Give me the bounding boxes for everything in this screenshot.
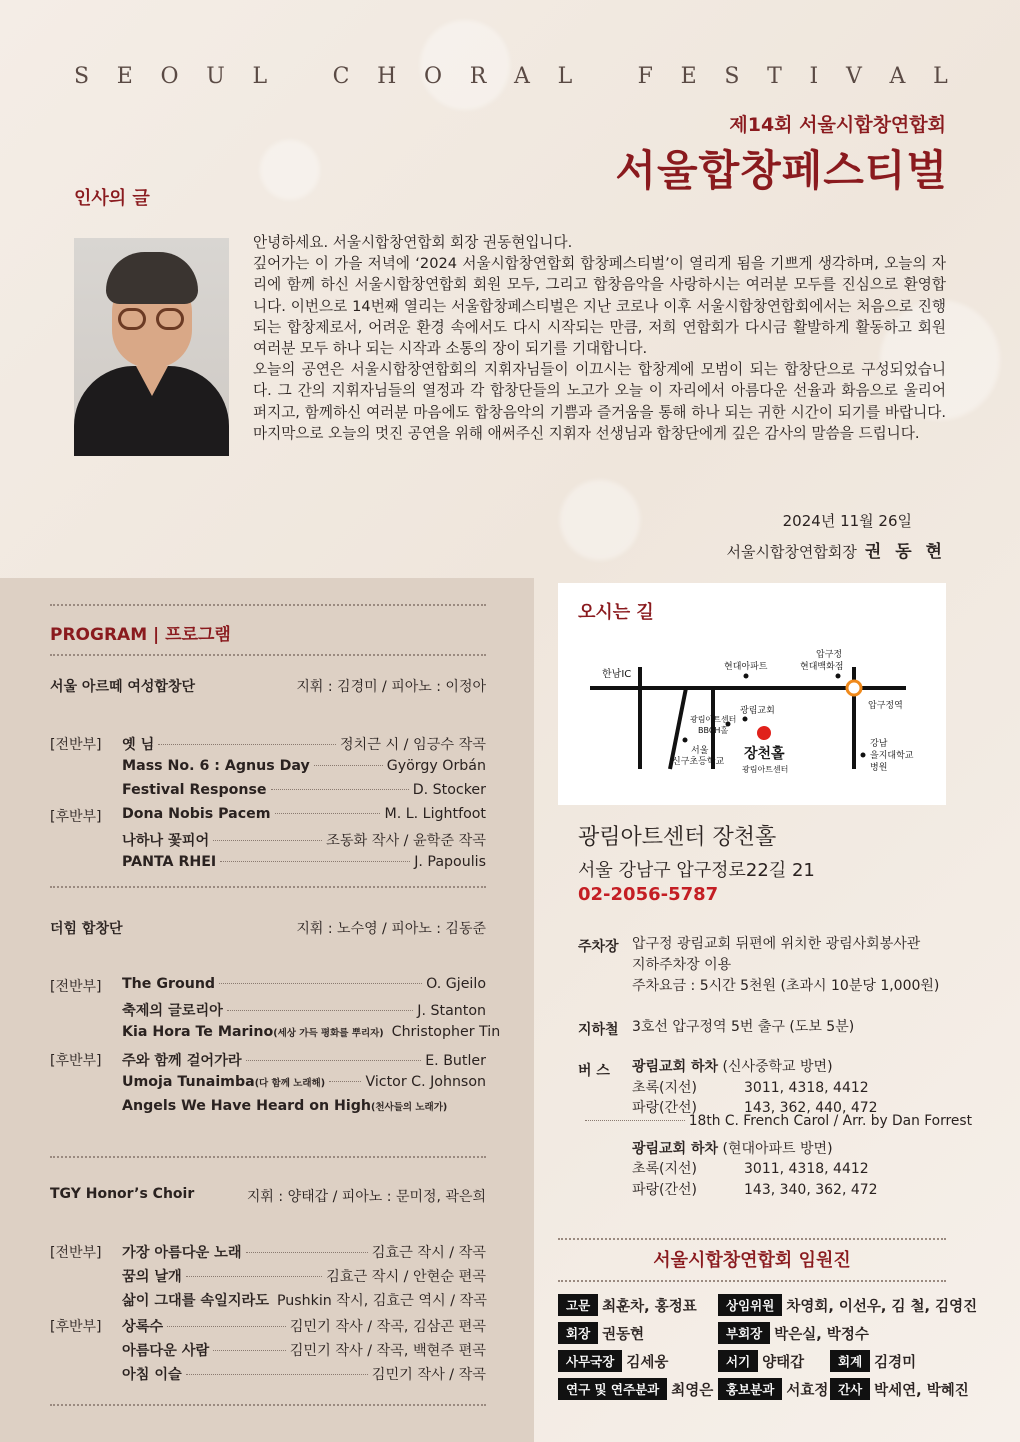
divider bbox=[558, 1280, 946, 1282]
greeting-section bbox=[0, 0, 1020, 578]
program-item-title-text: Dona Nobis Pacem bbox=[122, 806, 271, 822]
program-item-credit: E. Butler bbox=[425, 1053, 486, 1069]
program-item-title-text: 꿈의 날개 bbox=[122, 1269, 182, 1285]
program-item-credit: Pushkin 작시, 김효근 역시 / 작곡 bbox=[276, 1293, 487, 1309]
greeting-paragraph: 안녕하세요. 서울시합창연합회 회장 권동현입니다. bbox=[253, 234, 573, 251]
map-label: 광림아트센터 bbox=[742, 765, 789, 774]
photo-glasses-left bbox=[118, 308, 146, 330]
parking-line: 압구정 광림교회 뒤편에 위치한 광림사회봉사관 bbox=[632, 936, 921, 952]
program-item-credit: Victor C. Johnson bbox=[365, 1074, 486, 1090]
bus-stop bbox=[632, 1057, 878, 1078]
bus-stop-dir: (현대아파트 방면) bbox=[722, 1140, 833, 1157]
program-item bbox=[122, 1000, 486, 1020]
festival-letter bbox=[600, 64, 610, 89]
program-item-title bbox=[122, 1290, 269, 1310]
program-item-title-text: 삶이 그대를 속일지라도 bbox=[122, 1293, 269, 1309]
divider bbox=[50, 604, 486, 606]
extra-credit-text: 18th C. French Carol / Arr. by Dan Forrest bbox=[688, 1113, 972, 1129]
program-item bbox=[122, 1242, 486, 1262]
bus-route-row bbox=[632, 1098, 878, 1119]
program-item-title bbox=[122, 1074, 325, 1090]
choir-credits: 지휘 : 김경미 / 피아노 : 이정아 bbox=[296, 679, 486, 695]
program-part-label: [전반부] bbox=[50, 979, 102, 995]
program-part-label: [전반부] bbox=[50, 1245, 102, 1261]
program-item-title bbox=[122, 806, 271, 822]
program-item bbox=[122, 1340, 486, 1360]
photo-glasses-right bbox=[156, 308, 184, 330]
program-item-credit: 김효근 작시 / 작곡 bbox=[371, 1245, 486, 1261]
officer-role: 상임위원 bbox=[718, 1294, 782, 1316]
program-item-title bbox=[122, 1340, 209, 1360]
choir-credits: 지휘 : 노수영 / 피아노 : 김동준 bbox=[296, 921, 486, 937]
edition-subtitle: 제14회 서울시합창연합회 bbox=[729, 114, 946, 136]
program-item bbox=[122, 1074, 486, 1090]
map-dot bbox=[683, 738, 688, 743]
program-item-credit: M. L. Lightfoot bbox=[384, 806, 486, 822]
choir-name: 더힘 합창단 bbox=[50, 921, 123, 937]
station-marker bbox=[847, 681, 861, 695]
greeting-paragraph: 깊어가는 이 가을 저녁에 ‘2024 서울시합창연합회 합창페스티벌’이 열리게 됨을 기쁘게 생각하며, 오늘의 자리에 함께 하신 서울시합창연합회 회원 모두, 그리고 합창음악을 사랑하시는 여러분 모두를 진심으로 환영합니다. 이번으로 14번째 열리는 서울합창페스티벌은 지난 코로나 이후 서울시합창연합회에서는 처음으로 진행되는 합창제로서, 어려운 환경 속에서도 다시 시작되는 만큼, 저희 연합회가 다시금 활발하게 활동하고 회원 여러분 모두 하나 되는 시작과 소통의 장이 되기를 기대합니다. bbox=[253, 255, 946, 358]
dot-leader bbox=[219, 983, 422, 984]
program-item bbox=[122, 830, 486, 850]
program-part-label: [후반부] bbox=[50, 809, 102, 825]
program-item-credit: 조동화 작사 / 윤학준 작곡 bbox=[326, 833, 486, 849]
festival-letter: A bbox=[514, 64, 530, 89]
program-item bbox=[122, 1098, 486, 1114]
bus-numbers: 143, 340, 362, 472 bbox=[744, 1181, 878, 1198]
dot-leader bbox=[329, 1081, 361, 1082]
map-label: 서울 bbox=[691, 746, 709, 756]
greeting-date: 2024년 11월 26일 bbox=[782, 512, 912, 530]
program-item bbox=[122, 806, 486, 822]
choir-credits: 지휘 : 양태갑 / 피아노 : 문미정, 곽은희 bbox=[246, 1189, 486, 1205]
choir-header bbox=[50, 676, 486, 696]
map-label: 장천홀 bbox=[744, 746, 785, 762]
festival-letter: A bbox=[889, 64, 906, 89]
program-item-title bbox=[122, 830, 209, 850]
map-label: BBCH홀 bbox=[698, 726, 729, 735]
officer-role: 고문 bbox=[558, 1294, 598, 1316]
divider bbox=[50, 654, 486, 656]
bus-stop-dir: (신사중학교 방면) bbox=[722, 1059, 833, 1075]
bus-type: 파랑(간선) bbox=[632, 1100, 698, 1116]
program-item bbox=[122, 1024, 501, 1040]
festival-letter: T bbox=[767, 64, 782, 89]
officer-names: 박세연, 박혜진 bbox=[874, 1382, 969, 1399]
bus-stop-name: 광림교회 하차 bbox=[632, 1059, 719, 1075]
program-item-credit: J. Papoulis bbox=[414, 854, 486, 870]
dot-leader bbox=[246, 1252, 368, 1253]
program-item-title-text: PANTA RHEI bbox=[122, 854, 217, 870]
program-item-title-text: Angels We Have Heard on High bbox=[122, 1098, 372, 1114]
bus-stop-name: 광림교회 하차 bbox=[632, 1140, 719, 1157]
program-item-title bbox=[122, 1000, 223, 1020]
bus-route-row bbox=[632, 1159, 878, 1180]
bus-info bbox=[632, 1057, 878, 1200]
program-item-title bbox=[122, 1024, 384, 1040]
greeting-paragraph: 오늘의 공연은 서울시합창연합회의 지휘자님들이 이끄시는 합창계에 모범이 되는 합창단으로 구성되었습니다. 그 간의 지휘자님들의 열정과 각 합창단들의 노고가 오늘 이 자리에서 아름다운 선율과 화음으로 울리어 퍼지고, 함께하신 여러분 마음에도 합창음악의 기쁨과 즐거움을 통해 하나 되는 귀한 시간이 되기를 바랍니다. 마지막으로 오늘의 멋진 공연을 위해 애써주신 지휘자 선생님과 합창단에게 깊은 감사의 말씀을 드립니다. bbox=[253, 361, 946, 442]
bus-stop bbox=[632, 1139, 878, 1160]
map-label: 한남IC bbox=[602, 669, 632, 680]
map-label: 광림교회 bbox=[740, 706, 775, 716]
officer-names: 권동현 bbox=[602, 1326, 645, 1343]
program-item-title-text: 아침 이슬 bbox=[122, 1367, 182, 1383]
map-dot bbox=[743, 717, 748, 722]
officer-names: 차영회, 이선우, 김 철, 김영진 bbox=[786, 1298, 978, 1315]
officer-entry bbox=[718, 1294, 977, 1316]
greeting-signer bbox=[726, 537, 946, 562]
greeting-text bbox=[253, 232, 946, 444]
officer-entry bbox=[558, 1378, 713, 1400]
officer-names: 양태갑 bbox=[762, 1354, 805, 1371]
map-label: 신구초등학교 bbox=[672, 757, 725, 767]
program-item-credit: 김민기 작사 / 작곡 bbox=[371, 1367, 486, 1383]
program-item-title bbox=[122, 854, 216, 870]
program-item-title-text: Mass No. 6 : Agnus Day bbox=[122, 758, 310, 774]
bus-type: 파랑(간선) bbox=[632, 1181, 698, 1198]
officer-role: 연구 및 연주분과 bbox=[558, 1378, 667, 1400]
photo-hair bbox=[106, 252, 198, 304]
program-item-title-text: 나하나 꽃피어 bbox=[122, 833, 210, 849]
map-dot bbox=[744, 674, 749, 679]
greeting-heading: 인사의 글 bbox=[74, 188, 150, 209]
festival-name-spaced bbox=[74, 64, 948, 89]
festival-letter: S bbox=[74, 64, 90, 89]
map-label: 병원 bbox=[870, 763, 888, 773]
map-label: 강남 bbox=[870, 739, 888, 749]
program-item-credit: D. Stocker bbox=[412, 782, 486, 798]
officer-role: 간사 bbox=[830, 1378, 870, 1400]
program-item-credit: 김민기 작사 / 작곡, 백현주 편곡 bbox=[289, 1343, 486, 1359]
map-label: 현대아파트 bbox=[724, 662, 768, 672]
parking-label: 주차장 bbox=[578, 939, 619, 955]
officer-role: 홍보분과 bbox=[718, 1378, 782, 1400]
venue-marker bbox=[757, 726, 771, 740]
festival-letter: O bbox=[160, 64, 179, 89]
program-item-note: (천사들의 노래가) bbox=[371, 1102, 448, 1113]
parking-info bbox=[632, 934, 939, 997]
officer-entry bbox=[558, 1350, 668, 1372]
bus-numbers: 3011, 4318, 4412 bbox=[744, 1079, 869, 1096]
program-part-label: [전반부] bbox=[50, 737, 102, 753]
program-item-credit: J. Stanton bbox=[417, 1003, 486, 1019]
divider bbox=[50, 886, 486, 888]
parking-line: 주차요금 : 5시간 5천원 (초과시 10분당 1,000원) bbox=[632, 978, 940, 994]
dot-leader bbox=[271, 789, 409, 790]
program-item-title-text: Kia Hora Te Marino bbox=[122, 1024, 274, 1040]
dot-leader bbox=[246, 1060, 422, 1061]
program-item-credit: 김효근 작시 / 안현순 편곡 bbox=[326, 1269, 486, 1285]
venue-phone[interactable]: 02-2056-5787 bbox=[578, 884, 719, 905]
officer-names: 최훈차, 홍정표 bbox=[602, 1298, 697, 1315]
program-part-label: [후반부] bbox=[50, 1319, 102, 1335]
program-item-title bbox=[122, 782, 267, 798]
bus-route-row bbox=[632, 1078, 878, 1099]
festival-letter: H bbox=[377, 64, 397, 89]
program-item-title-text: Festival Response bbox=[122, 782, 267, 798]
festival-letter: V bbox=[845, 64, 862, 89]
bus-numbers: 3011, 4318, 4412 bbox=[744, 1161, 869, 1177]
bus-type: 초록(지선) bbox=[632, 1079, 698, 1096]
festival-letter: I bbox=[809, 64, 819, 89]
bus-route-row bbox=[632, 1180, 878, 1201]
program-item-credit: 정치근 시 / 임긍수 작곡 bbox=[339, 737, 486, 753]
officer-role: 부회장 bbox=[718, 1322, 770, 1344]
officer-names: 김세웅 bbox=[626, 1354, 669, 1371]
officer-names: 서효정 bbox=[786, 1382, 829, 1399]
officer-role: 서기 bbox=[718, 1350, 758, 1372]
choir-name: TGY Honor’s Choir bbox=[50, 1186, 195, 1202]
dot-leader bbox=[227, 1010, 413, 1011]
festival-letter: O bbox=[424, 64, 443, 89]
subway-label: 지하철 bbox=[578, 1022, 619, 1038]
festival-letter: E bbox=[680, 64, 697, 89]
map-dot bbox=[836, 674, 841, 679]
program-item bbox=[122, 854, 486, 870]
divider bbox=[558, 1238, 946, 1240]
program-item-title-text: 아름다운 사람 bbox=[122, 1343, 210, 1359]
dot-leader bbox=[186, 1276, 322, 1277]
map-label: 광림아트센터 bbox=[690, 715, 737, 724]
festival-letter: L bbox=[252, 64, 268, 89]
program-part-label: [후반부] bbox=[50, 1053, 102, 1069]
officer-role: 사무국장 bbox=[558, 1350, 622, 1372]
dot-leader bbox=[213, 1350, 286, 1351]
bus-label: 버 스 bbox=[578, 1063, 610, 1079]
choir-header bbox=[50, 918, 486, 938]
officer-entry bbox=[830, 1378, 969, 1400]
program-item-credit: Christopher Tin bbox=[391, 1024, 501, 1040]
program-item-title bbox=[122, 1098, 447, 1114]
venue-address: 서울 강남구 압구정로22길 21 bbox=[578, 860, 815, 881]
program-item bbox=[122, 782, 486, 798]
president-photo bbox=[74, 238, 229, 456]
program-item-credit: O. Gjeilo bbox=[426, 976, 486, 992]
program-item-title bbox=[122, 976, 215, 992]
program-item-note: (다 함께 노래해) bbox=[254, 1078, 326, 1089]
program-item-title-text: 주와 함께 걸어가라 bbox=[122, 1053, 242, 1069]
program-item-title bbox=[122, 734, 154, 754]
festival-letter: R bbox=[469, 64, 487, 89]
bus-type: 초록(지선) bbox=[632, 1161, 698, 1177]
program-item-title bbox=[122, 1050, 242, 1070]
program-item-title-text: 상록수 bbox=[122, 1319, 164, 1335]
festival-letter: L bbox=[557, 64, 573, 89]
program-item-note: (세상 가득 평화를 뿌리자) bbox=[273, 1028, 384, 1039]
dot-leader bbox=[220, 861, 410, 862]
map-label: 현대백화점 bbox=[800, 662, 844, 672]
signer-name: 권 동 현 bbox=[864, 542, 946, 562]
subway-info: 3호선 압구정역 5번 출구 (도보 5분) bbox=[632, 1019, 855, 1035]
program-item-title bbox=[122, 1242, 242, 1262]
program-item bbox=[122, 1316, 486, 1336]
program-item-title bbox=[122, 1364, 182, 1384]
program-item bbox=[122, 1364, 486, 1384]
festival-letter: U bbox=[206, 64, 225, 89]
dot-leader bbox=[213, 840, 322, 841]
dot-leader bbox=[186, 1374, 368, 1375]
officer-entry bbox=[718, 1350, 804, 1372]
festival-letter: S bbox=[724, 64, 740, 89]
venue-name: 광림아트센터 장천홀 bbox=[578, 825, 777, 850]
officer-names: 김경미 bbox=[874, 1354, 917, 1371]
map-label: 압구정역 bbox=[868, 701, 903, 711]
signer-title: 서울시합창연합회장 bbox=[726, 543, 857, 561]
program-item-credit: 김민기 작사 / 작곡, 김삼곤 편곡 bbox=[289, 1319, 486, 1335]
officers-heading: 서울시합창연합회 임원진 bbox=[653, 1250, 851, 1271]
program-heading: PROGRAM | 프로그램 bbox=[50, 625, 231, 645]
dot-leader bbox=[158, 744, 335, 745]
program-item-title-text: The Ground bbox=[122, 976, 216, 992]
choir-header bbox=[50, 1186, 486, 1206]
officer-names: 박은실, 박정수 bbox=[774, 1326, 869, 1343]
dot-leader bbox=[314, 765, 383, 766]
officer-role: 회계 bbox=[830, 1350, 870, 1372]
program-item-title bbox=[122, 758, 310, 774]
dot-leader bbox=[167, 1326, 286, 1327]
program-item bbox=[122, 1266, 486, 1286]
program-item bbox=[122, 1050, 486, 1070]
officer-entry bbox=[558, 1322, 644, 1344]
program-item-title bbox=[122, 1316, 163, 1336]
officer-entry bbox=[718, 1378, 828, 1400]
festival-letter: F bbox=[637, 64, 653, 89]
map-label: 을지대학교 bbox=[870, 751, 914, 761]
festival-letter bbox=[295, 64, 305, 89]
festival-letter: C bbox=[332, 64, 350, 89]
festival-letter: E bbox=[116, 64, 133, 89]
program-item-title bbox=[122, 1266, 182, 1286]
officer-names: 최영은 bbox=[671, 1382, 714, 1399]
divider bbox=[50, 1404, 486, 1406]
bus-numbers: 143, 362, 440, 472 bbox=[744, 1100, 878, 1116]
page-title: 서울합창페스티벌 bbox=[615, 146, 948, 195]
dot-leader bbox=[275, 813, 381, 814]
choir-name: 서울 아르떼 여성합창단 bbox=[50, 679, 195, 695]
parking-line: 지하주차장 이용 bbox=[632, 957, 732, 973]
map-dot bbox=[861, 753, 866, 758]
map-label: 압구정 bbox=[816, 650, 843, 660]
program-item bbox=[122, 734, 486, 754]
program-item-title-text: Umoja Tunaimba bbox=[122, 1074, 255, 1090]
program-item-title-text: 축제의 글로리아 bbox=[122, 1003, 223, 1019]
officer-entry bbox=[718, 1322, 869, 1344]
officer-role: 회장 bbox=[558, 1322, 598, 1344]
program-item bbox=[122, 976, 486, 992]
officer-entry bbox=[558, 1294, 697, 1316]
program-item bbox=[122, 758, 486, 774]
program-item-title-text: 옛 님 bbox=[122, 737, 155, 753]
festival-letter: L bbox=[933, 64, 948, 89]
program-item-credit: György Orbán bbox=[386, 758, 486, 774]
divider bbox=[50, 1156, 486, 1158]
directions-heading: 오시는 길 bbox=[578, 602, 654, 623]
program-item-title-text: 가장 아름다운 노래 bbox=[122, 1245, 242, 1261]
program-item bbox=[122, 1290, 486, 1310]
officer-entry bbox=[830, 1350, 916, 1372]
